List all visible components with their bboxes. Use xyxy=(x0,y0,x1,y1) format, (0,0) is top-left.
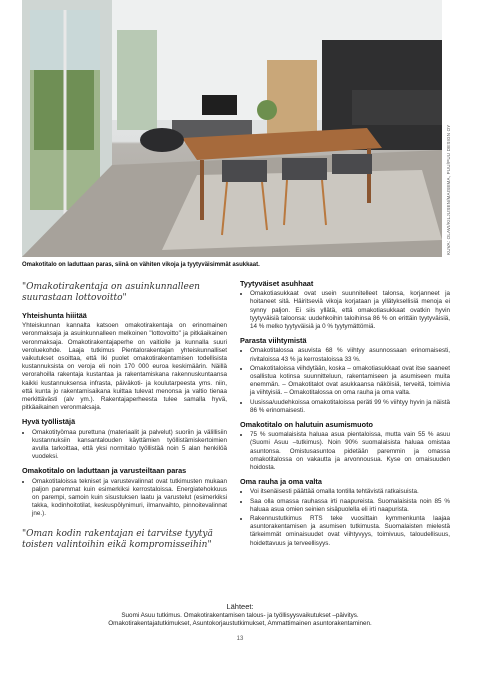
sources-block xyxy=(0,603,480,628)
list-item: • Uusissa/uudehkoissa omakotitaloissa peräti 99 % viihtyy hyvin ja näistä 86 % erinomaisesti. xyxy=(250,399,450,415)
bullet-list xyxy=(22,429,227,462)
photo-credit: KUVA: OLAVI/KILJUSEN/MAISEMA, PUU/PUU DESIGN OY xyxy=(446,124,451,255)
sources-line: Omakotirakentajatutkimukset, Asuntokorjaustutkimukset, Ammattimainen asuntorakentaminen. xyxy=(108,620,372,627)
list-item: • Omakotityömaa purettuna (materiaalit ja palvelut) suoriin ja välillisiin kustannuksiin kansantalouden käyttämien työllistämiskertoimien avulla tarkoittaa, että yksi normitalo työllistää noin 5 alan henkilöä vuodeksi. xyxy=(32,429,227,462)
section-heading: Omakotitalo on laduttaan ja varusteiltaan paras xyxy=(22,466,187,476)
section-heading: Oma rauha ja oma valta xyxy=(240,477,322,487)
bullet-list xyxy=(22,478,227,519)
pull-quote: "Oman kodin rakentajan ei tarvitse tyytyä toisten valintoihin eikä kompromisseihin" xyxy=(22,528,213,550)
list-item: • Omakotitalossa asuvista 68 % viihtyy asunnossaan erinomaisesti, rivitaloissa 43 % ja kerrostaloissa 33 %. xyxy=(250,347,450,363)
photo-caption: Omakotitalo on laduttaan paras, siinä on vähiten vikoja ja tyytyväisimmät asukkaat. xyxy=(22,262,260,268)
right-column xyxy=(240,280,450,552)
left-column xyxy=(22,280,227,559)
section-heading: Tyytyväiset asuhhaat xyxy=(240,279,314,288)
list-item: • Voi itsenäisesti päättää omalla tontilla tehtävistä ratkaisuista. xyxy=(250,488,450,496)
pull-quote: "Omakotirakentaja on asuinkunnalleen suurastaan lottovoitto" xyxy=(22,282,200,303)
list-item: • Rakennustutkimus RTS teke vuosittain kymmenkunta laajaa asuntorakentamisen ja asumisen tutkimusta. Suomalaisten mielestä tärkeimmät ominaisuudet ovat viihtyvyys, toimivuus, taloudellisuus, hoidettavuus ja terveellisyys. xyxy=(250,515,450,548)
living-room-illustration xyxy=(22,0,442,257)
list-item: • Omakotiasukkaat ovat usein suunnitelleet talonsa, korjanneet ja hoitaneet sitä. Häiritseviä vikoja korjataan ja yllätyksellisiä menoja ei synny paljon. Ei siis yllätä, että omakotiasukkaat ovatkin hyvin tyytyväisiä taloonsa: uudehkoihin taloihinsa 86 % on erittäin tyytyväisiä, 14 % melko tyytyväisiä ja 0 % tyytymättömiä. xyxy=(250,290,450,331)
bullet-list xyxy=(240,488,450,547)
section-heading: Parasta viihtymistä xyxy=(240,336,307,346)
bullet-list xyxy=(240,347,450,415)
list-item: • Saa olla omassa rauhassa irti naapureista. Suomalaisista noin 85 % haluaa asua omien seinien sisäpuolella eli irti naapurista. xyxy=(250,498,450,514)
section-heading: Hyvä työllistäjä xyxy=(22,417,76,427)
list-item: • 75 % suomalaisista haluaa asua pientaloissa, mutta vain 55 % asuu (Suomi Asuu –tutkimus). Noin 90% suomalaisista haluaa omistaa asuntonsa. Omistusasuntoa pidetään paremmin ja omassa omakotitalossa on vakautta ja arvonnousua. Kyse on omaisuuden hoidosta. xyxy=(250,431,450,472)
sources-heading: Lähteet: xyxy=(226,602,254,611)
interior-photo xyxy=(22,0,442,257)
bullet-list xyxy=(240,431,450,472)
section-heading: Yhteishunta hiiitää xyxy=(22,311,87,320)
list-item: • Omakotitaloissa tekniset ja varustevalinnat ovat tutkimusten mukaan paljon paremmat kuin esimerkiksi kerrostaloissa. Energiatehokkuus on parempi, samoin kuin sisustuksen laatu ja varustelut (esimerkiksi takka, kodinhoitotilat, keskuspölynimuri, ilmanvaihto, pinnoitevalinnat jne.). xyxy=(32,478,227,519)
sources-line: Suomi Asuu tutkimus. Omakotirakentamisen talous- ja työllisyysvaikutukset –päivitys. xyxy=(121,612,359,619)
section-paragraph: Yhteiskunnan kannalta katsoen omakotirakentaja on erinomainen veronmaksaja ja asuinkunnalleen melkoinen "lottovoitto" ja pitkäaikainen veronmaksaja. Omakotirakentajaperhe on vaitiolle ja kunnalla suuri veroluekohde. Laaja tutkimus Pientalorakentajan yhteiskunnalliset vaikutukset osoittaa, että Iki puolet omakotirakentamisen todellisista kustannuksista on veroja eli noin 170 000 euroa keskimäärin. Näillä verorahoilla rakentaja kustantaa ja rakentamiskana rakennuskuntaansa kaikki kustannuksensa infrasta, päiväkoti- ja koulutarpeesta yms. niin, että kunta jo rakentamisaikana kuittaa tulevat menonsa ja valtio tienaa merkittävästi (alv ym.). Rakentajaperheesta tulee samalla hyvä, pitkäaikainen veronmaksaja. xyxy=(22,322,227,412)
page-number: 13 xyxy=(236,636,244,642)
list-item: • Omakotitaloissa viihdytään, koska – omakotiasukkaat ovat itse saaneet osallistua kotinsa suunnitteluun, rakentamiseen ja asumiseen muita enemmän. – Omakotitalot ovat asukkaansa näköisiä, terveitä, toimivia ja viihtyisiä. – Omakotitalossa on oma rauha ja oma valta. xyxy=(250,365,450,398)
section-heading: Omakotitalo on halutuin asumismuoto xyxy=(240,420,373,430)
bullet-list xyxy=(240,290,450,331)
